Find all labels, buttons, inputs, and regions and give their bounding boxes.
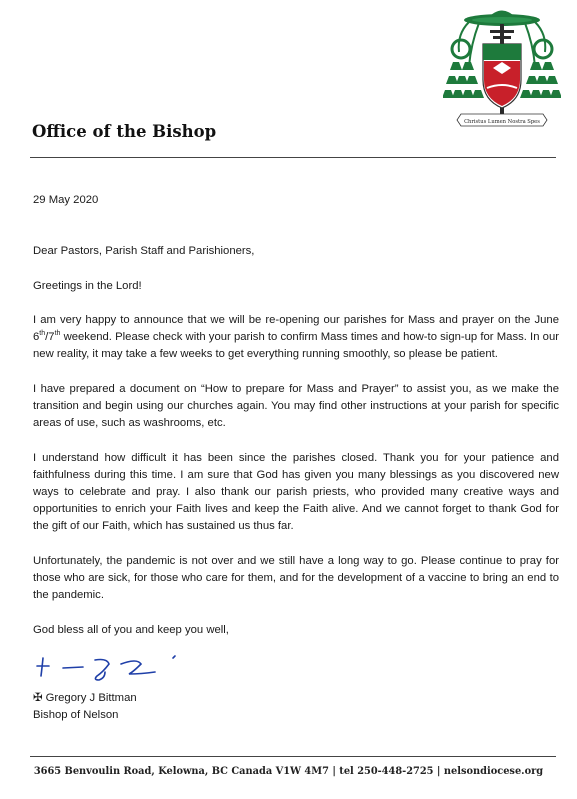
paragraph-reopening-end: weekend. Please check with your parish to confirm Mass times and how-to sign-up for Mass. In our new reality, it may take a few weeks to get everything running smoothly, so please be patient. bbox=[33, 331, 559, 361]
ordinal-suffix: th bbox=[54, 330, 61, 338]
greeting: Greetings in the Lord! bbox=[33, 279, 142, 292]
header-divider bbox=[30, 157, 556, 158]
salutation: Dear Pastors, Parish Staff and Parishioners, bbox=[33, 245, 255, 258]
closing: God bless all of you and keep you well, bbox=[33, 623, 229, 636]
coat-of-arms-icon bbox=[443, 4, 561, 128]
paragraph-document: I have prepared a document on “How to prepare for Mass and Prayer” to assist you, as we make the transition and begin using our churches again. You may find other instructions at your parish for specific areas of use, such as washrooms, etc. bbox=[33, 382, 559, 430]
paragraph-reopening-start: I am very happy to announce that we will be re-opening our parishes for Mass and prayer on the June 6 bbox=[33, 313, 559, 344]
paragraph-reopening bbox=[33, 312, 559, 364]
footer-divider bbox=[30, 756, 556, 757]
paragraph-pandemic: Unfortunately, the pandemic is not over and we still have a long way to go. Please continue to pray for those who are sick, for those who care for them, and for the development of a vaccine to bring an end to the pandemic. bbox=[33, 554, 559, 602]
footer-address: 3665 Benvoulin Road, Kelowna, BC Canada V1W 4M7 | tel 250-448-2725 | nelsondiocese.org bbox=[33, 766, 544, 777]
letter-body bbox=[33, 192, 559, 656]
paragraph-thanks: I understand how difficult it has been since the parishes closed. Thank you for your patience and faithfulness during this time. I am sure that God has given you many blessings as you discovered new ways to celebrate and pray. I also thank our parish priests, who provided many creative ways and opportunities to enrich your Faith lives and keep the Faith alive. And we cannot forget to thank God for the gift of our Faith, which has sustained us thus far. bbox=[33, 451, 559, 533]
letter-date: 29 May 2020 bbox=[33, 194, 99, 206]
signer-title: Bishop of Nelson bbox=[33, 709, 119, 722]
signature-block bbox=[33, 690, 137, 724]
office-title: Office of the Bishop bbox=[32, 122, 217, 141]
motto-text: Christus Lumen Nostra Spes bbox=[464, 119, 540, 125]
handwritten-signature bbox=[33, 650, 193, 684]
date-separator: /7 bbox=[45, 331, 55, 344]
signer-name: ✠ Gregory J Bittman bbox=[33, 692, 137, 704]
ordinal-suffix: th bbox=[39, 330, 46, 338]
